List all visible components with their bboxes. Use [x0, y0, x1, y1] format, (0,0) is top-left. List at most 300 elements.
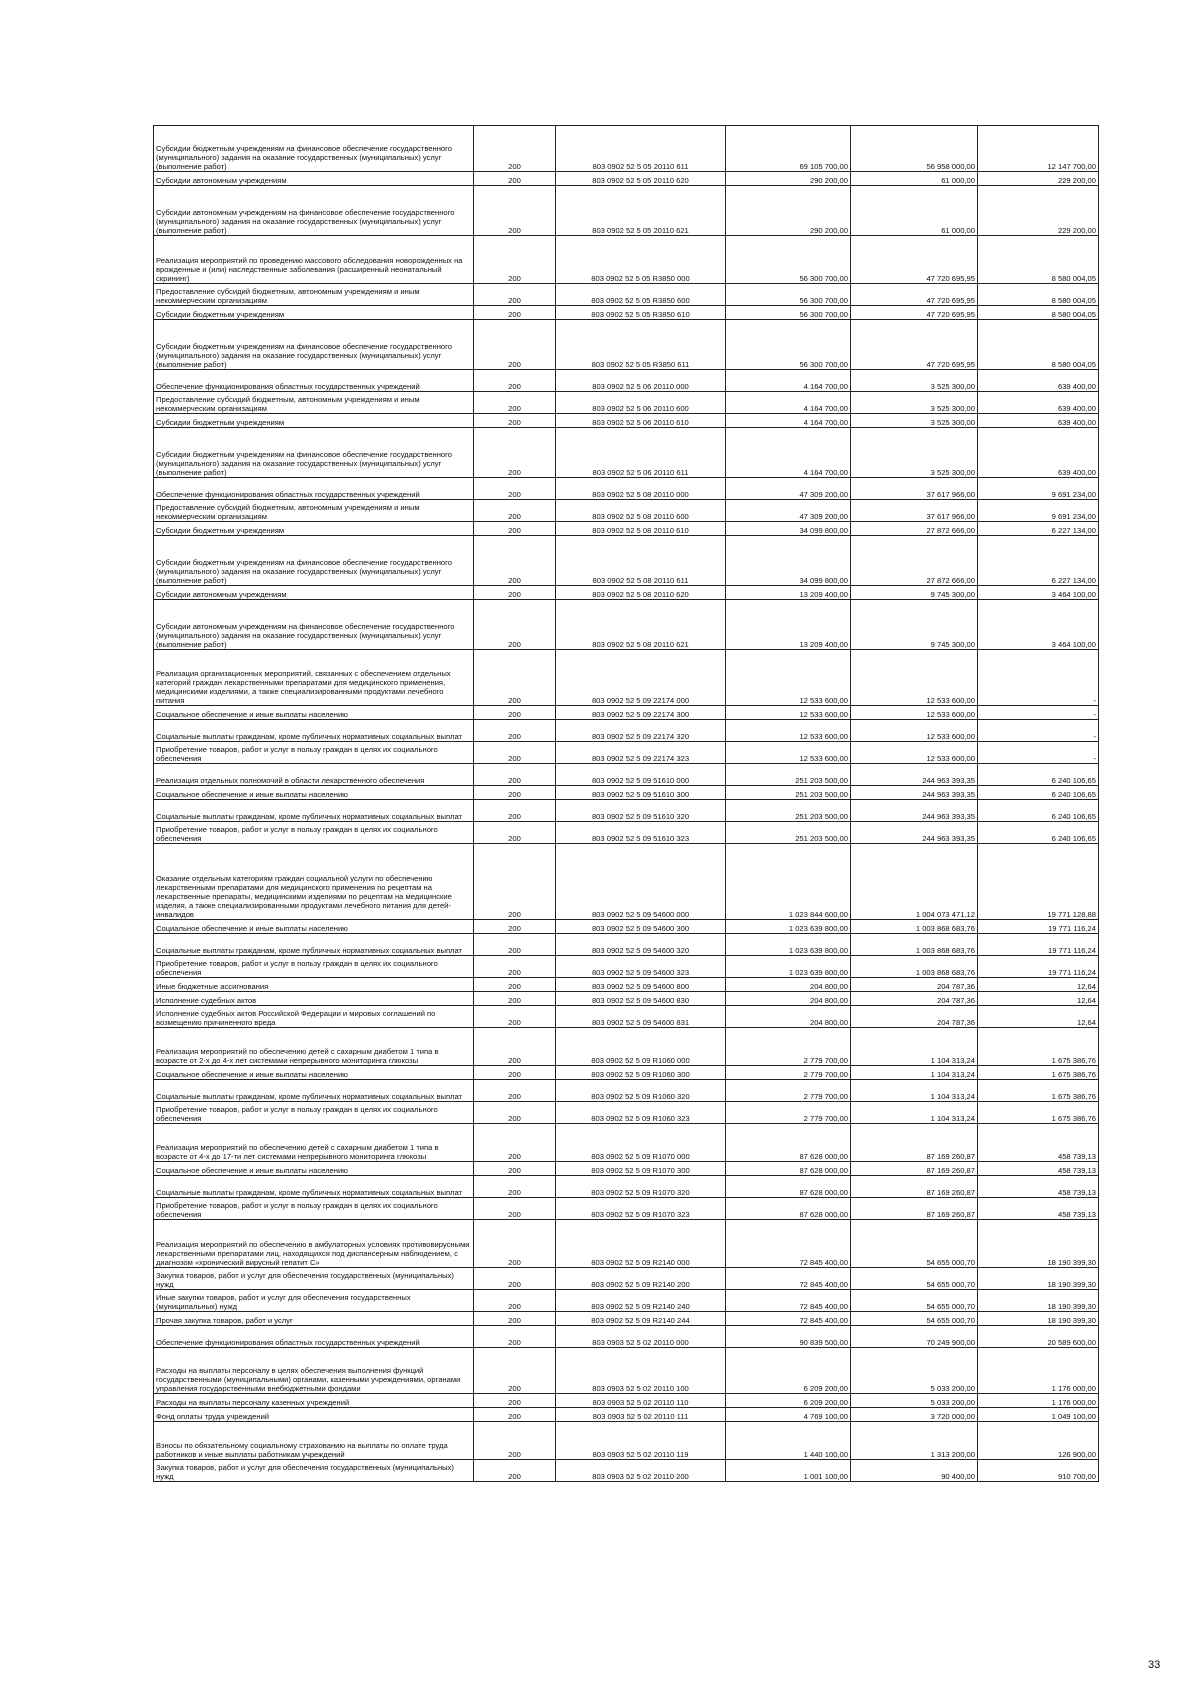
- row-remainder-cell: 639 400,00: [978, 392, 1099, 414]
- row-classification-cell: 803 0902 52 5 09 22174 300: [556, 706, 726, 720]
- row-executed-amount-cell: 54 655 000,70: [851, 1312, 978, 1326]
- row-classification-cell: 803 0902 52 5 06 20110 600: [556, 392, 726, 414]
- row-code-cell: 200: [474, 978, 556, 992]
- row-name-cell: Социальные выплаты гражданам, кроме публичных нормативных социальных выплат: [154, 800, 474, 822]
- table-row: [154, 1268, 1099, 1290]
- row-approved-amount-cell: 12 533 600,00: [726, 742, 851, 764]
- row-approved-amount-cell: 90 839 500,00: [726, 1326, 851, 1348]
- row-approved-amount-cell: 87 628 000,00: [726, 1176, 851, 1198]
- row-approved-amount-cell: 69 105 700,00: [726, 126, 851, 172]
- row-code-cell: 200: [474, 742, 556, 764]
- row-approved-amount-cell: 12 533 600,00: [726, 650, 851, 706]
- row-name-cell: Субсидии бюджетным учреждениям: [154, 414, 474, 428]
- row-executed-amount-cell: 54 655 000,70: [851, 1268, 978, 1290]
- row-code-cell: 200: [474, 1162, 556, 1176]
- row-remainder-cell: 8 580 004,05: [978, 306, 1099, 320]
- row-remainder-cell: 639 400,00: [978, 370, 1099, 392]
- row-classification-cell: 803 0902 52 5 09 54600 323: [556, 956, 726, 978]
- row-name-cell: Оказание отдельным категориям граждан социальной услуги по обеспечению лекарственными препаратами для медицинского применения по рецептам на лекарственные препараты, медицинскими изделиями по рецептам на медицинские изделия, а также специализированными продуктами лечебного питания для детей-инвалидов: [154, 844, 474, 920]
- row-executed-amount-cell: 70 249 900,00: [851, 1326, 978, 1348]
- row-approved-amount-cell: 1 023 639 800,00: [726, 934, 851, 956]
- row-code-cell: 200: [474, 186, 556, 236]
- row-name-cell: Социальное обеспечение и иные выплаты населению: [154, 1066, 474, 1080]
- row-classification-cell: 803 0903 52 5 02 20110 119: [556, 1422, 726, 1460]
- row-classification-cell: 803 0902 52 5 06 20110 000: [556, 370, 726, 392]
- row-approved-amount-cell: 87 628 000,00: [726, 1162, 851, 1176]
- row-remainder-cell: 1 675 386,76: [978, 1102, 1099, 1124]
- row-classification-cell: 803 0902 52 5 09 R1060 320: [556, 1080, 726, 1102]
- row-name-cell: Обеспечение функционирования областных государственных учреждений: [154, 478, 474, 500]
- row-remainder-cell: 18 190 399,30: [978, 1268, 1099, 1290]
- table-row: [154, 956, 1099, 978]
- row-name-cell: Субсидии бюджетным учреждениям на финансовое обеспечение государственного (муниципального) задания на оказание государственных (муниципальных) услуг (выполнение работ): [154, 428, 474, 478]
- row-code-cell: 200: [474, 236, 556, 284]
- row-code-cell: 200: [474, 306, 556, 320]
- row-approved-amount-cell: 2 779 700,00: [726, 1080, 851, 1102]
- table-row: [154, 428, 1099, 478]
- row-remainder-cell: 19 771 116,24: [978, 934, 1099, 956]
- row-approved-amount-cell: 1 023 639 800,00: [726, 920, 851, 934]
- row-approved-amount-cell: 4 164 700,00: [726, 370, 851, 392]
- table-row: [154, 720, 1099, 742]
- row-remainder-cell: 910 700,00: [978, 1460, 1099, 1482]
- row-approved-amount-cell: 56 300 700,00: [726, 236, 851, 284]
- row-executed-amount-cell: 1 104 313,24: [851, 1102, 978, 1124]
- row-executed-amount-cell: 87 169 260,87: [851, 1162, 978, 1176]
- row-approved-amount-cell: 6 209 200,00: [726, 1394, 851, 1408]
- table-row: [154, 1290, 1099, 1312]
- row-code-cell: 200: [474, 1124, 556, 1162]
- row-approved-amount-cell: 56 300 700,00: [726, 284, 851, 306]
- row-approved-amount-cell: 34 099 800,00: [726, 522, 851, 536]
- row-classification-cell: 803 0902 52 5 05 R3850 600: [556, 284, 726, 306]
- row-executed-amount-cell: 12 533 600,00: [851, 742, 978, 764]
- row-remainder-cell: 458 739,13: [978, 1162, 1099, 1176]
- row-approved-amount-cell: 6 209 200,00: [726, 1348, 851, 1394]
- row-approved-amount-cell: 12 533 600,00: [726, 720, 851, 742]
- table-row: [154, 742, 1099, 764]
- row-name-cell: Субсидии бюджетным учреждениям на финансовое обеспечение государственного (муниципального) задания на оказание государственных (муниципальных) услуг (выполнение работ): [154, 536, 474, 586]
- row-executed-amount-cell: 12 533 600,00: [851, 650, 978, 706]
- row-approved-amount-cell: 47 309 200,00: [726, 500, 851, 522]
- row-remainder-cell: 6 227 134,00: [978, 522, 1099, 536]
- row-remainder-cell: 6 240 106,65: [978, 764, 1099, 786]
- row-name-cell: Обеспечение функционирования областных государственных учреждений: [154, 1326, 474, 1348]
- row-classification-cell: 803 0902 52 5 08 20110 620: [556, 586, 726, 600]
- table-row: [154, 1422, 1099, 1460]
- row-name-cell: Предоставление субсидий бюджетным, автономным учреждениям и иным некоммерческим организациям: [154, 284, 474, 306]
- row-approved-amount-cell: 72 845 400,00: [726, 1290, 851, 1312]
- row-approved-amount-cell: 4 164 700,00: [726, 428, 851, 478]
- row-classification-cell: 803 0902 52 5 09 54600 830: [556, 992, 726, 1006]
- row-name-cell: Приобретение товаров, работ и услуг в пользу граждан в целях их социального обеспечения: [154, 956, 474, 978]
- row-executed-amount-cell: 244 963 393,35: [851, 764, 978, 786]
- row-classification-cell: 803 0902 52 5 08 20110 621: [556, 600, 726, 650]
- budget-execution-table: [153, 125, 1099, 1482]
- row-name-cell: Фонд оплаты труда учреждений: [154, 1408, 474, 1422]
- table-body: [154, 126, 1099, 1482]
- row-executed-amount-cell: 56 958 000,00: [851, 126, 978, 172]
- row-classification-cell: 803 0903 52 5 02 20110 200: [556, 1460, 726, 1482]
- row-code-cell: 200: [474, 1312, 556, 1326]
- row-code-cell: 200: [474, 650, 556, 706]
- row-remainder-cell: 8 580 004,05: [978, 284, 1099, 306]
- row-name-cell: Закупка товаров, работ и услуг для обеспечения государственных (муниципальных) нужд: [154, 1460, 474, 1482]
- row-classification-cell: 803 0902 52 5 08 20110 600: [556, 500, 726, 522]
- table-row: [154, 844, 1099, 920]
- table-row: [154, 1028, 1099, 1066]
- row-approved-amount-cell: 251 203 500,00: [726, 786, 851, 800]
- table-row: [154, 706, 1099, 720]
- row-name-cell: Закупка товаров, работ и услуг для обеспечения государственных (муниципальных) нужд: [154, 1268, 474, 1290]
- row-code-cell: 200: [474, 764, 556, 786]
- row-approved-amount-cell: 1 023 844 600,00: [726, 844, 851, 920]
- row-code-cell: 200: [474, 1220, 556, 1268]
- row-code-cell: 200: [474, 428, 556, 478]
- row-remainder-cell: 12,64: [978, 1006, 1099, 1028]
- row-code-cell: 200: [474, 706, 556, 720]
- row-code-cell: 200: [474, 320, 556, 370]
- row-remainder-cell: 1 176 000,00: [978, 1348, 1099, 1394]
- row-name-cell: Реализация мероприятий по обеспечению в амбулаторных условиях противовирусными лекарственными препаратами лиц, находящихся под диспансерным наблюдением, с диагнозом «хронический вирусный гепатит С»: [154, 1220, 474, 1268]
- table-row: [154, 992, 1099, 1006]
- row-classification-cell: 803 0902 52 5 08 20110 611: [556, 536, 726, 586]
- row-approved-amount-cell: 1 023 639 800,00: [726, 956, 851, 978]
- row-executed-amount-cell: 3 720 000,00: [851, 1408, 978, 1422]
- row-approved-amount-cell: 251 203 500,00: [726, 800, 851, 822]
- table-row: [154, 172, 1099, 186]
- row-approved-amount-cell: 87 628 000,00: [726, 1124, 851, 1162]
- row-name-cell: Реализация отдельных полномочий в области лекарственного обеспечения: [154, 764, 474, 786]
- row-remainder-cell: 6 240 106,65: [978, 822, 1099, 844]
- row-executed-amount-cell: 87 169 260,87: [851, 1124, 978, 1162]
- row-remainder-cell: 19 771 116,24: [978, 920, 1099, 934]
- row-remainder-cell: 458 739,13: [978, 1124, 1099, 1162]
- table-row: [154, 1312, 1099, 1326]
- row-executed-amount-cell: 3 525 300,00: [851, 414, 978, 428]
- row-classification-cell: 803 0902 52 5 05 R3850 611: [556, 320, 726, 370]
- row-approved-amount-cell: 34 099 800,00: [726, 536, 851, 586]
- row-remainder-cell: 229 200,00: [978, 186, 1099, 236]
- table-row: [154, 800, 1099, 822]
- table-row: [154, 1348, 1099, 1394]
- row-approved-amount-cell: 204 800,00: [726, 1006, 851, 1028]
- row-remainder-cell: 1 675 386,76: [978, 1080, 1099, 1102]
- row-name-cell: Реализация мероприятий по обеспечению детей с сахарным диабетом 1 типа в возрасте от 4-х до 17-ти лет системами непрерывного мониторинга глюкозы: [154, 1124, 474, 1162]
- row-executed-amount-cell: 1 104 313,24: [851, 1028, 978, 1066]
- row-classification-cell: 803 0902 52 5 09 54600 831: [556, 1006, 726, 1028]
- row-name-cell: Приобретение товаров, работ и услуг в пользу граждан в целях их социального обеспечения: [154, 1198, 474, 1220]
- table-row: [154, 522, 1099, 536]
- table-row: [154, 392, 1099, 414]
- row-remainder-cell: -: [978, 742, 1099, 764]
- table-row: [154, 370, 1099, 392]
- row-code-cell: 200: [474, 126, 556, 172]
- row-remainder-cell: 1 176 000,00: [978, 1394, 1099, 1408]
- row-remainder-cell: -: [978, 720, 1099, 742]
- row-code-cell: 200: [474, 720, 556, 742]
- table-row: [154, 1006, 1099, 1028]
- row-code-cell: 200: [474, 1006, 556, 1028]
- row-approved-amount-cell: 1 001 100,00: [726, 1460, 851, 1482]
- table-row: [154, 786, 1099, 800]
- row-name-cell: Расходы на выплаты персоналу в целях обеспечения выполнения функций государственными (муниципальными) органами, казенными учреждениями, органами управления государственными внебюджетными фондами: [154, 1348, 474, 1394]
- row-remainder-cell: 3 464 100,00: [978, 600, 1099, 650]
- row-code-cell: 200: [474, 1408, 556, 1422]
- row-classification-cell: 803 0902 52 5 09 R2140 240: [556, 1290, 726, 1312]
- table-row: [154, 126, 1099, 172]
- table-row: [154, 934, 1099, 956]
- row-code-cell: 200: [474, 586, 556, 600]
- row-name-cell: Субсидии бюджетным учреждениям: [154, 306, 474, 320]
- row-code-cell: 200: [474, 1066, 556, 1080]
- row-executed-amount-cell: 244 963 393,35: [851, 822, 978, 844]
- row-approved-amount-cell: 87 628 000,00: [726, 1198, 851, 1220]
- row-approved-amount-cell: 13 209 400,00: [726, 586, 851, 600]
- row-executed-amount-cell: 47 720 695,95: [851, 284, 978, 306]
- table-row: [154, 236, 1099, 284]
- row-classification-cell: 803 0902 52 5 09 R2140 000: [556, 1220, 726, 1268]
- row-classification-cell: 803 0903 52 5 02 20110 000: [556, 1326, 726, 1348]
- row-name-cell: Социальные выплаты гражданам, кроме публичных нормативных социальных выплат: [154, 1176, 474, 1198]
- row-executed-amount-cell: 204 787,36: [851, 978, 978, 992]
- table-row: [154, 1162, 1099, 1176]
- row-executed-amount-cell: 54 655 000,70: [851, 1220, 978, 1268]
- row-name-cell: Субсидии бюджетным учреждениям: [154, 522, 474, 536]
- row-executed-amount-cell: 47 720 695,95: [851, 306, 978, 320]
- row-remainder-cell: 639 400,00: [978, 428, 1099, 478]
- row-classification-cell: 803 0902 52 5 05 R3850 000: [556, 236, 726, 284]
- row-name-cell: Субсидии автономным учреждениям на финансовое обеспечение государственного (муниципального) задания на оказание государственных (муниципальных) услуг (выполнение работ): [154, 186, 474, 236]
- table-row: [154, 1124, 1099, 1162]
- row-classification-cell: 803 0902 52 5 09 R1060 300: [556, 1066, 726, 1080]
- row-remainder-cell: 3 464 100,00: [978, 586, 1099, 600]
- table-row: [154, 1408, 1099, 1422]
- row-code-cell: 200: [474, 786, 556, 800]
- table-row: [154, 1176, 1099, 1198]
- row-remainder-cell: 1 049 100,00: [978, 1408, 1099, 1422]
- row-classification-cell: 803 0902 52 5 08 20110 000: [556, 478, 726, 500]
- table-row: [154, 1066, 1099, 1080]
- row-classification-cell: 803 0902 52 5 09 R2140 200: [556, 1268, 726, 1290]
- row-name-cell: Приобретение товаров, работ и услуг в пользу граждан в целях их социального обеспечения: [154, 742, 474, 764]
- row-classification-cell: 803 0902 52 5 05 20110 621: [556, 186, 726, 236]
- row-executed-amount-cell: 1 003 868 683,76: [851, 934, 978, 956]
- table-row: [154, 186, 1099, 236]
- row-remainder-cell: -: [978, 650, 1099, 706]
- row-remainder-cell: 6 240 106,65: [978, 786, 1099, 800]
- row-approved-amount-cell: 56 300 700,00: [726, 306, 851, 320]
- row-approved-amount-cell: 1 440 100,00: [726, 1422, 851, 1460]
- row-code-cell: 200: [474, 822, 556, 844]
- row-name-cell: Субсидии автономным учреждениям на финансовое обеспечение государственного (муниципального) задания на оказание государственных (муниципальных) услуг (выполнение работ): [154, 600, 474, 650]
- row-approved-amount-cell: 72 845 400,00: [726, 1220, 851, 1268]
- row-executed-amount-cell: 204 787,36: [851, 992, 978, 1006]
- row-classification-cell: 803 0902 52 5 05 20110 611: [556, 126, 726, 172]
- row-name-cell: Субсидии бюджетным учреждениям на финансовое обеспечение государственного (муниципального) задания на оказание государственных (муниципальных) услуг (выполнение работ): [154, 126, 474, 172]
- row-remainder-cell: 18 190 399,30: [978, 1220, 1099, 1268]
- row-classification-cell: 803 0902 52 5 09 51610 300: [556, 786, 726, 800]
- row-approved-amount-cell: 4 164 700,00: [726, 414, 851, 428]
- row-approved-amount-cell: 72 845 400,00: [726, 1312, 851, 1326]
- row-remainder-cell: 458 739,13: [978, 1198, 1099, 1220]
- row-remainder-cell: 19 771 128,88: [978, 844, 1099, 920]
- table-row: [154, 284, 1099, 306]
- row-name-cell: Исполнение судебных актов: [154, 992, 474, 1006]
- row-classification-cell: 803 0902 52 5 09 22174 000: [556, 650, 726, 706]
- row-remainder-cell: -: [978, 706, 1099, 720]
- table-row: [154, 1394, 1099, 1408]
- row-code-cell: 200: [474, 1326, 556, 1348]
- row-code-cell: 200: [474, 284, 556, 306]
- row-name-cell: Социальные выплаты гражданам, кроме публичных нормативных социальных выплат: [154, 720, 474, 742]
- row-code-cell: 200: [474, 1198, 556, 1220]
- row-name-cell: Взносы по обязательному социальному страхованию на выплаты по оплате труда работников и иные выплаты работникам учреждений: [154, 1422, 474, 1460]
- row-executed-amount-cell: 47 720 695,95: [851, 236, 978, 284]
- row-code-cell: 200: [474, 1102, 556, 1124]
- row-classification-cell: 803 0902 52 5 09 22174 320: [556, 720, 726, 742]
- row-executed-amount-cell: 3 525 300,00: [851, 370, 978, 392]
- table-row: [154, 1080, 1099, 1102]
- row-classification-cell: 803 0902 52 5 09 51610 000: [556, 764, 726, 786]
- row-classification-cell: 803 0902 52 5 09 R1070 300: [556, 1162, 726, 1176]
- row-approved-amount-cell: 12 533 600,00: [726, 706, 851, 720]
- row-remainder-cell: 9 691 234,00: [978, 500, 1099, 522]
- row-executed-amount-cell: 61 000,00: [851, 172, 978, 186]
- row-classification-cell: 803 0902 52 5 09 R1060 323: [556, 1102, 726, 1124]
- row-code-cell: 200: [474, 1080, 556, 1102]
- row-classification-cell: 803 0902 52 5 06 20110 610: [556, 414, 726, 428]
- table-row: [154, 1460, 1099, 1482]
- row-remainder-cell: 1 675 386,76: [978, 1066, 1099, 1080]
- row-name-cell: Приобретение товаров, работ и услуг в пользу граждан в целях их социального обеспечения: [154, 1102, 474, 1124]
- row-classification-cell: 803 0902 52 5 09 54600 000: [556, 844, 726, 920]
- row-code-cell: 200: [474, 1028, 556, 1066]
- row-remainder-cell: 6 227 134,00: [978, 536, 1099, 586]
- row-classification-cell: 803 0902 52 5 09 54600 800: [556, 978, 726, 992]
- row-executed-amount-cell: 9 745 300,00: [851, 600, 978, 650]
- row-name-cell: Субсидии автономным учреждениям: [154, 172, 474, 186]
- table-row: [154, 1198, 1099, 1220]
- row-approved-amount-cell: 72 845 400,00: [726, 1268, 851, 1290]
- row-code-cell: 200: [474, 1460, 556, 1482]
- row-approved-amount-cell: 47 309 200,00: [726, 478, 851, 500]
- row-name-cell: Расходы на выплаты персоналу казенных учреждений: [154, 1394, 474, 1408]
- table-row: [154, 822, 1099, 844]
- row-remainder-cell: 12 147 700,00: [978, 126, 1099, 172]
- row-code-cell: 200: [474, 600, 556, 650]
- row-remainder-cell: 9 691 234,00: [978, 478, 1099, 500]
- row-executed-amount-cell: 1 003 868 683,76: [851, 920, 978, 934]
- row-name-cell: Прочая закупка товаров, работ и услуг: [154, 1312, 474, 1326]
- row-code-cell: 200: [474, 956, 556, 978]
- table-row: [154, 764, 1099, 786]
- table-row: [154, 306, 1099, 320]
- row-code-cell: 200: [474, 1290, 556, 1312]
- row-name-cell: Социальное обеспечение и иные выплаты населению: [154, 920, 474, 934]
- row-remainder-cell: 8 580 004,05: [978, 320, 1099, 370]
- row-code-cell: 200: [474, 844, 556, 920]
- row-code-cell: 200: [474, 500, 556, 522]
- row-code-cell: 200: [474, 392, 556, 414]
- row-classification-cell: 803 0902 52 5 09 R1070 320: [556, 1176, 726, 1198]
- row-executed-amount-cell: 27 872 666,00: [851, 522, 978, 536]
- row-approved-amount-cell: 2 779 700,00: [726, 1028, 851, 1066]
- row-name-cell: Реализация организационных мероприятий, связанных с обеспечением отдельных категорий граждан лекарственными препаратами для медицинского применения, медицинскими изделиями, а также специализированными продуктами лечебного питания: [154, 650, 474, 706]
- row-code-cell: 200: [474, 992, 556, 1006]
- row-code-cell: 200: [474, 1394, 556, 1408]
- row-remainder-cell: 639 400,00: [978, 414, 1099, 428]
- table-row: [154, 586, 1099, 600]
- row-remainder-cell: 19 771 116,24: [978, 956, 1099, 978]
- row-classification-cell: 803 0902 52 5 09 51610 320: [556, 800, 726, 822]
- row-name-cell: Социальные выплаты гражданам, кроме публичных нормативных социальных выплат: [154, 1080, 474, 1102]
- row-code-cell: 200: [474, 1176, 556, 1198]
- row-executed-amount-cell: 27 872 666,00: [851, 536, 978, 586]
- row-name-cell: Реализация мероприятий по обеспечению детей с сахарным диабетом 1 типа в возрасте от 2-х до 4-х лет системами непрерывного мониторинга глюкозы: [154, 1028, 474, 1066]
- table-row: [154, 1326, 1099, 1348]
- row-approved-amount-cell: 204 800,00: [726, 992, 851, 1006]
- row-classification-cell: 803 0902 52 5 09 54600 320: [556, 934, 726, 956]
- row-classification-cell: 803 0903 52 5 02 20110 100: [556, 1348, 726, 1394]
- row-remainder-cell: 8 580 004,05: [978, 236, 1099, 284]
- table-row: [154, 978, 1099, 992]
- table-row: [154, 1220, 1099, 1268]
- row-executed-amount-cell: 87 169 260,87: [851, 1198, 978, 1220]
- row-executed-amount-cell: 5 033 200,00: [851, 1348, 978, 1394]
- row-executed-amount-cell: 244 963 393,35: [851, 800, 978, 822]
- row-classification-cell: 803 0902 52 5 09 54600 300: [556, 920, 726, 934]
- table-row: [154, 320, 1099, 370]
- row-approved-amount-cell: 13 209 400,00: [726, 600, 851, 650]
- row-executed-amount-cell: 90 400,00: [851, 1460, 978, 1482]
- row-name-cell: Предоставление субсидий бюджетным, автономным учреждениям и иным некоммерческим организациям: [154, 392, 474, 414]
- row-name-cell: Иные закупки товаров, работ и услуг для обеспечения государственных (муниципальных) нужд: [154, 1290, 474, 1312]
- row-executed-amount-cell: 3 525 300,00: [851, 428, 978, 478]
- row-code-cell: 200: [474, 1422, 556, 1460]
- row-code-cell: 200: [474, 1348, 556, 1394]
- table-row: [154, 1102, 1099, 1124]
- table-row: [154, 478, 1099, 500]
- row-remainder-cell: 1 675 386,76: [978, 1028, 1099, 1066]
- row-remainder-cell: 12,64: [978, 978, 1099, 992]
- row-name-cell: Социальное обеспечение и иные выплаты населению: [154, 706, 474, 720]
- row-classification-cell: 803 0902 52 5 09 R1060 000: [556, 1028, 726, 1066]
- row-name-cell: Субсидии автономным учреждениям: [154, 586, 474, 600]
- page-number: 33: [1148, 1659, 1161, 1671]
- row-executed-amount-cell: 12 533 600,00: [851, 720, 978, 742]
- row-executed-amount-cell: 37 617 966,00: [851, 500, 978, 522]
- table-row: [154, 600, 1099, 650]
- row-classification-cell: 803 0902 52 5 05 R3850 610: [556, 306, 726, 320]
- table-row: [154, 414, 1099, 428]
- row-executed-amount-cell: 47 720 695,95: [851, 320, 978, 370]
- row-classification-cell: 803 0902 52 5 09 R2140 244: [556, 1312, 726, 1326]
- row-approved-amount-cell: 204 800,00: [726, 978, 851, 992]
- row-executed-amount-cell: 9 745 300,00: [851, 586, 978, 600]
- row-code-cell: 200: [474, 414, 556, 428]
- row-approved-amount-cell: 251 203 500,00: [726, 764, 851, 786]
- row-classification-cell: 803 0903 52 5 02 20110 111: [556, 1408, 726, 1422]
- table-row: [154, 500, 1099, 522]
- table-row: [154, 650, 1099, 706]
- row-code-cell: 200: [474, 478, 556, 500]
- row-classification-cell: 803 0903 52 5 02 20110 110: [556, 1394, 726, 1408]
- row-classification-cell: 803 0902 52 5 09 R1070 323: [556, 1198, 726, 1220]
- row-classification-cell: 803 0902 52 5 09 51610 323: [556, 822, 726, 844]
- row-approved-amount-cell: 251 203 500,00: [726, 822, 851, 844]
- row-approved-amount-cell: 4 164 700,00: [726, 392, 851, 414]
